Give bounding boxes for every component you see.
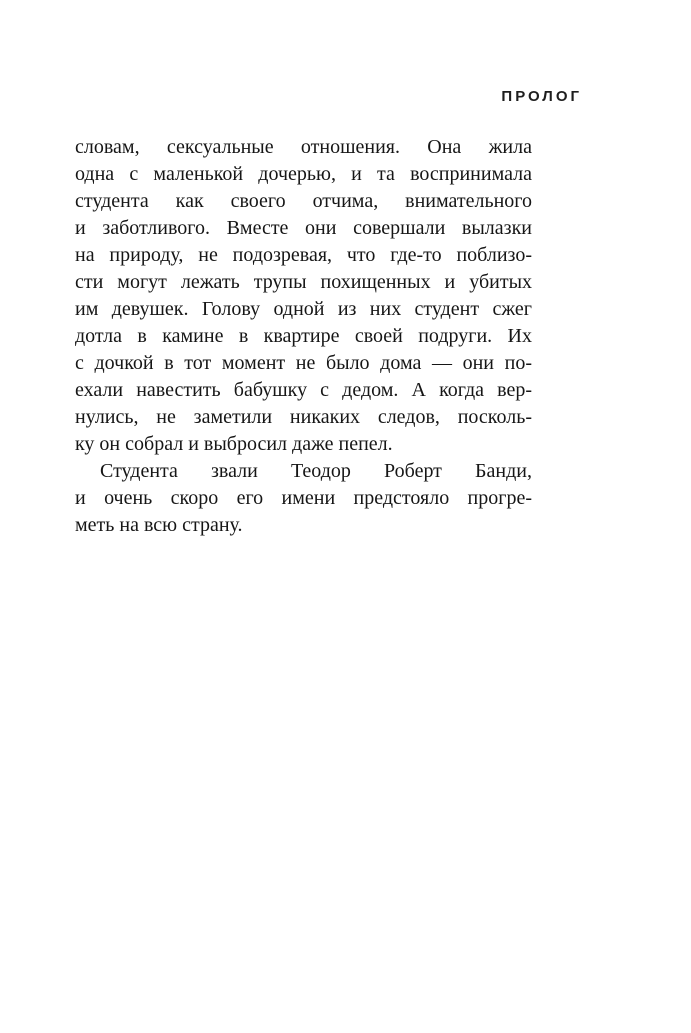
text-line: нулись, не заметили никаких следов, посколь- xyxy=(75,406,532,428)
text-line: меть на всю страну. xyxy=(75,514,243,536)
paragraph xyxy=(75,134,532,458)
text-line: с дочкой в тот момент не было дома — они по- xyxy=(75,352,532,374)
paragraph xyxy=(75,458,532,539)
body-text xyxy=(75,134,532,539)
text-line: на природу, не подозревая, что где-то поблизо- xyxy=(75,244,532,266)
text-line: ку он собрал и выбросил даже пепел. xyxy=(75,433,393,455)
running-head: ПРОЛОГ xyxy=(501,88,582,105)
text-line: им девушек. Голову одной из них студент сжег xyxy=(75,298,532,320)
text-line: ехали навестить бабушку с дедом. А когда вер- xyxy=(75,379,532,401)
text-line: одна с маленькой дочерью, и та воспринимала xyxy=(75,163,532,185)
text-line: Студента звали Теодор Роберт Банди, xyxy=(100,460,532,482)
text-line: дотла в камине в квартире своей подруги. Их xyxy=(75,325,532,347)
text-line: сти могут лежать трупы похищенных и убитых xyxy=(75,271,532,293)
text-line: словам, сексуальные отношения. Она жила xyxy=(75,136,532,158)
text-line: и очень скоро его имени предстояло прогре- xyxy=(75,487,532,509)
text-line: и заботливого. Вместе они совершали вылазки xyxy=(75,217,532,239)
text-line: студента как своего отчима, внимательного xyxy=(75,190,532,212)
